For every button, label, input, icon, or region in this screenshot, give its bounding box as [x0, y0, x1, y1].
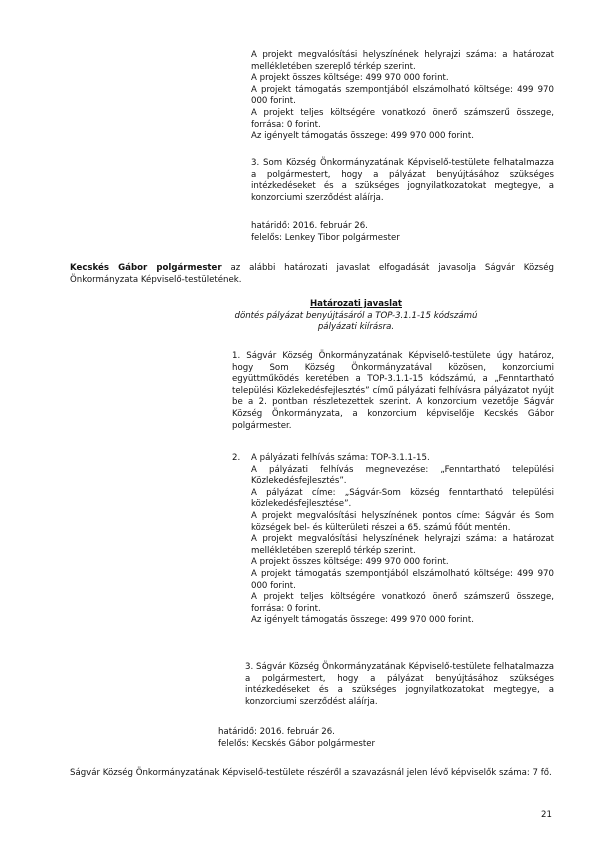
detail-line: Az igényelt támogatás összege: 499 970 000 forint. [251, 131, 474, 142]
som-project-details [251, 50, 554, 143]
detail-line: A projekt megvalósítási helyszínének helyrajzi száma: a határozat mellékletében szereplő térkép szerint. [251, 534, 554, 556]
resolution-deadline-block [218, 727, 554, 750]
resolution-point: 3. Som Község Önkormányzatának Képviselő-testülete felhatalmazza a polgármestert, hogy a pályázat benyújtásához szükséges intézkedéseket és a szükséges jognyilatkozatokat megtegye, a konzorciumi szerződést aláírja. [251, 158, 554, 203]
detail-line: A projekt teljes költségére vonatkozó önerő számszerű összege, forrása: 0 forint. [251, 592, 554, 614]
resolution-subtitle: döntés pályázat benyújtásáról a TOP-3.1.1-15 kódszámú [234, 310, 478, 321]
deadline: határidő: 2016. február 26. [251, 221, 368, 231]
responsible: felelős: Kecskés Gábor polgármester [218, 738, 376, 749]
resolution-point: 3. Ságvár Község Önkormányzatának Képviselő-testülete felhatalmazza a polgármestert, hogy a pályázat benyújtásához szükséges intézkedéseket és a szükséges jognyilatkozatokat megtegye, a konzorciumi szerződést aláírja. [245, 662, 554, 707]
detail-line: A projekt megvalósítási helyszínének pontos címe: Ságvár és Som községek bel- és külterületi részei a 65. számú főút mentén. [251, 510, 554, 533]
resolution-item-1 [232, 351, 554, 432]
page-number: 21 [541, 810, 552, 820]
detail-line: A projekt teljes költségére vonatkozó önerő számszerű összege, forrása: 0 forint. [251, 107, 554, 130]
som-item-3 [251, 158, 554, 204]
detail-line: A pályázati felhívás megnevezése: „Fenntartható települési Közlekedésfejlesztés”. [251, 464, 554, 487]
item-number: 2. [232, 453, 241, 463]
responsible: felelős: Lenkey Tibor polgármester [251, 232, 400, 243]
detail-line: A projekt összes költsége: 499 970 000 forint. [251, 73, 449, 84]
detail-line: A projekt támogatás szempontjából elszámolható költsége: 499 970 000 forint. [251, 84, 554, 107]
resolution-subtitle: pályázati kiírásra. [317, 322, 395, 333]
detail-line: A projekt összes költsége: 499 970 000 forint. [251, 557, 449, 568]
resolution-title: Határozati javaslat [309, 299, 402, 309]
resolution-item-2 [232, 453, 554, 627]
detail-line: Az igényelt támogatás összege: 499 970 000 forint. [251, 615, 474, 626]
detail-line: A projekt megvalósítási helyszínének helyrajzi száma: a határozat mellékletében szereplő térkép szerint. [251, 50, 554, 72]
resolution-item-3 [245, 662, 554, 708]
resolution-heading [226, 299, 486, 334]
attendance-paragraph [70, 768, 554, 780]
attendance-text: Ságvár Község Önkormányzatának Képviselő-testülete részéről a szavazásnál jelen lévő képviselők száma: 7 fő. [70, 768, 552, 778]
proposal-text: az alábbi határozati javaslat elfogadását javasolja Ságvár Község Önkormányzata Képviselő-testületének. [70, 263, 554, 285]
detail-line: A projekt támogatás szempontjából elszámolható költsége: 499 970 000 forint. [251, 568, 554, 591]
resolution-point: 1. Ságvár Község Önkormányzatának Képviselő-testülete úgy határoz, hogy Som Község Önkormányzatával közösen, konzorciumi együttműködés keretében a TOP-3.1.1-15 kódszámú, a „Fenntartható települési Közlekedésfejlesztés” című pályázati felhívásra pályázatot nyújt be a 2. pontban részletezettek szerint. A konzorcium vezetője Ságvár Község Önkormányzata, a konzorcium képviselője Kecskés Gábor polgármester. [232, 351, 554, 431]
detail-line: A pályázati felhívás száma: TOP-3.1.1-15. [251, 453, 430, 463]
speaker-name: Kecskés Gábor polgármester [70, 263, 222, 273]
deadline: határidő: 2016. február 26. [218, 727, 335, 737]
proposal-paragraph [70, 263, 554, 286]
detail-line: A pályázat címe: „Ságvár-Som község fenntartható települési közlekedésfejlesztése”. [251, 487, 554, 510]
som-deadline-block [251, 221, 554, 244]
